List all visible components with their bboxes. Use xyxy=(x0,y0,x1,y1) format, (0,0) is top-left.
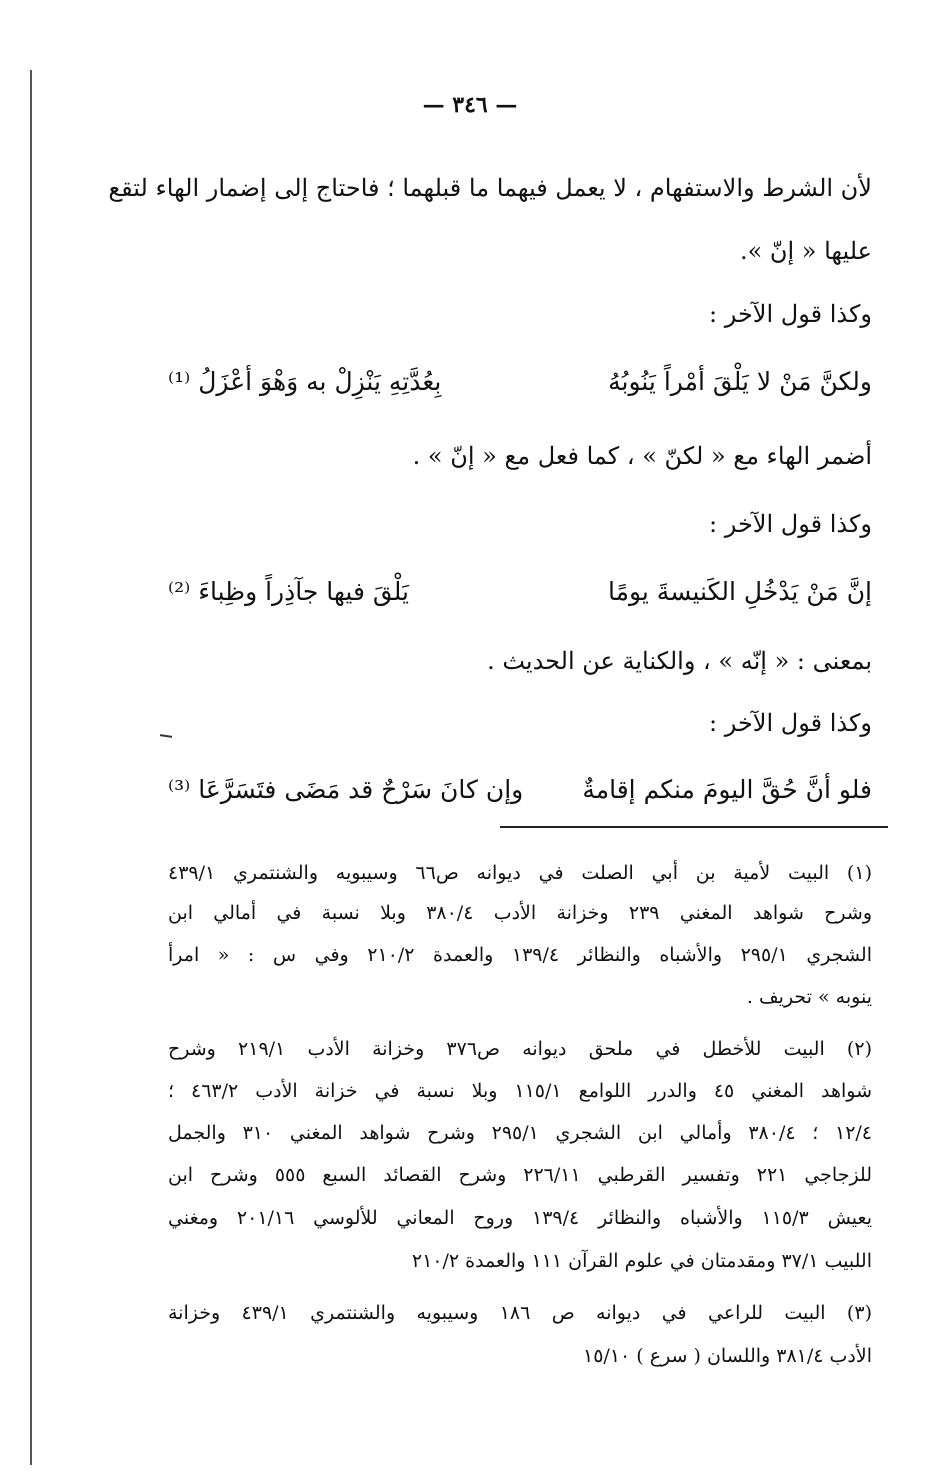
body-text-line: أضمر الهاء مع « لكنّ » ، كما فعل مع « إنّ » . xyxy=(412,442,872,470)
footnote-line: يعيش ١١٥/٣ والأشباه والنظائر ١٣٩/٤ وروح المعاني للألوسي ٢٠١/١٦ ومغني xyxy=(168,1207,872,1229)
verse-second-hemistich: وإن كانَ سَرْحٌ قد مَضَى فتَسَرَّعَا ⁽³⁾ xyxy=(168,775,524,804)
footnote-line: ١٢/٤ ؛ ٣٨٠/٤ وأمالي ابن الشجري ٢٩٥/١ وشرح شواهد المغني ٣١٠ والجمل xyxy=(168,1122,873,1144)
verse-first-hemistich: إنَّ مَنْ يَدْخُلِ الكَنيسةَ يومًا xyxy=(607,577,872,606)
verse-intro: وكذا قول الآخر : xyxy=(709,300,872,328)
footnote-line: وشرح شواهد المغني ٢٣٩ وخزانة الأدب ٣٨٠/٤ وبلا نسبة في أمالي ابن xyxy=(168,902,872,924)
verse-first-hemistich: فلو أنَّ حُقَّ اليومَ منكم إقامةٌ xyxy=(582,775,872,804)
footnote-line: (١) البيت لأمية بن أبي الصلت في ديوانه ص٦٦ وسيبويه والشنتمري ٤٣٩/١ xyxy=(168,862,872,884)
footnote-line: الشجري ٢٩٥/١ والأشباه والنظائر ١٣٩/٤ والعمدة ٢١٠/٢ وفي س : « امرأ xyxy=(168,944,872,966)
footnote-line: للزجاجي ٢٢١ وتفسير القرطبي ٢٢٦/١١ وشرح القصائد السبع ٥٥٥ وشرح ابن xyxy=(168,1164,873,1186)
body-text-line: بمعنى : « إنّه » ، والكناية عن الحديث . xyxy=(487,647,872,675)
verse-intro: وكذا قول الآخر : xyxy=(709,510,872,538)
verse-first-hemistich: ولكنَّ مَنْ لا يَلْقَ أمْراً يَنُوبُهُ xyxy=(608,367,872,396)
verse-line xyxy=(168,770,872,810)
footnote-separator xyxy=(500,826,888,828)
verse-second-hemistich: بِعُدَّتِهِ يَنْزِلْ به وَهْوَ أعْزَلُ ⁽¹⁾ xyxy=(168,367,442,396)
footnote-line: اللبيب ٣٧/١ ومقدمتان في علوم القرآن ١١١ والعمدة ٢١٠/٢ xyxy=(411,1250,872,1272)
verse-intro: وكذا قول الآخر : xyxy=(709,709,872,737)
verse-line xyxy=(168,572,872,612)
body-text-line: لأن الشرط والاستفهام ، لا يعمل فيهما ما قبلهما ؛ فاحتاج إلى إضمار الهاء لتقع xyxy=(108,174,872,202)
verse-second-hemistich: يَلْقَ فيها جآذِراً وظِباءَ ⁽²⁾ xyxy=(168,577,409,606)
footnote-line: (٢) البيت للأخطل في ملحق ديوانه ص٣٧٦ وخزانة الأدب ٢١٩/١ وشرح xyxy=(168,1038,872,1060)
footnote-line: الأدب ٣٨١/٤ واللسان ( سرع ) ١٥/١٠ xyxy=(583,1345,872,1367)
verse-line xyxy=(168,362,872,402)
footnote-line: ينوبه » تحريف . xyxy=(746,986,872,1008)
body-text-line: عليها « إنّ ». xyxy=(739,237,872,265)
page-left-edge-rule xyxy=(30,70,32,1465)
page-number: — ٣٤٦ — xyxy=(422,92,518,118)
footnote-line: (٣) البيت للراعي في ديوانه ص ١٨٦ وسيبويه والشنتمري ٤٣٩/١ وخزانة xyxy=(168,1302,872,1324)
footnote-line: شواهد المغني ٤٥ والدرر اللوامع ١١٥/١ وبلا نسبة في خزانة الأدب ٤٦٣/٢ ؛ xyxy=(168,1080,872,1102)
